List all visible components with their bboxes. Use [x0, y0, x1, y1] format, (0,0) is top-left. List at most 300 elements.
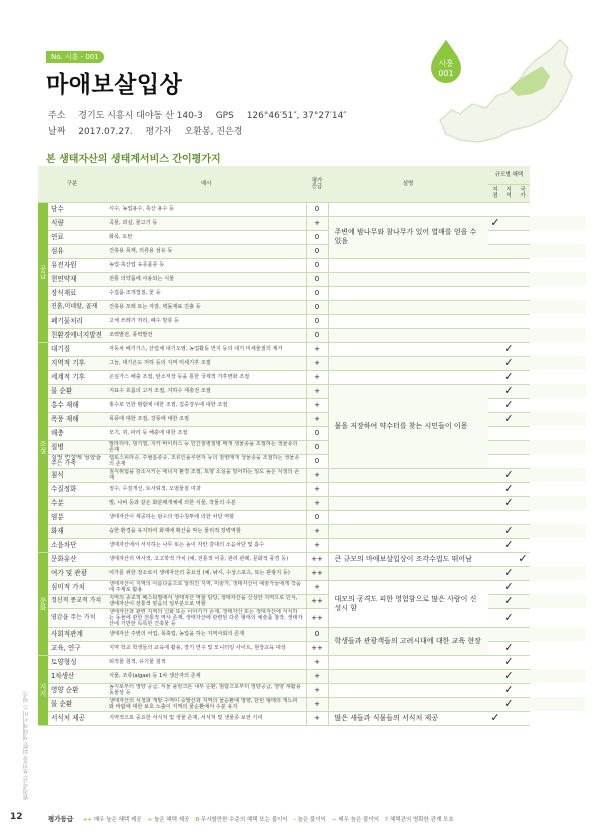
- check-nation: [516, 538, 530, 552]
- table-row: [38, 244, 586, 258]
- service-item: 친환경에너지발전: [48, 328, 106, 342]
- table-row: [38, 384, 586, 398]
- service-description: [328, 342, 488, 356]
- check-local: [488, 683, 502, 697]
- check-local: [488, 538, 502, 552]
- service-description: 많은 새들과 식물들의 서식처 제공: [328, 711, 488, 725]
- check-mark-icon: ✓: [502, 641, 516, 655]
- service-item: 진흙,미네랄, 골재: [48, 300, 106, 314]
- service-description: 학생들과 관광객들의 고려시대에 대한 교육 현장: [328, 627, 488, 655]
- check-mark-icon: ✓: [502, 398, 516, 412]
- address-value: 경기도 시흥시 대야동 산 140-3: [78, 111, 203, 121]
- service-item: 정신적 종교적 가치: [48, 594, 106, 608]
- table-row: [38, 370, 586, 384]
- grade-value: +: [306, 398, 328, 412]
- check-mark-icon: ✓: [502, 496, 516, 510]
- check-region: [502, 552, 516, 566]
- check-mark-icon: ✓: [488, 711, 502, 725]
- grade-value: 0: [306, 244, 328, 258]
- service-example: 생태자산의 역사적, 고고학적 가치 (예, 전통적 어종, 관리 관례, 문화적 풍경 등): [106, 552, 306, 566]
- table-row: [38, 641, 586, 655]
- service-item: 폐기물처리: [48, 314, 106, 328]
- legend-text: 높은 불이익: [297, 817, 326, 823]
- gps-value: 126°46′51″, 37°27′14″: [246, 111, 347, 121]
- service-example: 생태자산에서 서식하는 나무 또는 높이 자란 갈대의 소음차단 및 흡수: [106, 538, 306, 552]
- table-row: [38, 328, 586, 342]
- table-row: [38, 510, 586, 524]
- page-footer: [0, 808, 593, 830]
- service-item: 사회적관계: [48, 627, 106, 641]
- service-example: 벌, 나비 등과 같은 화분매개체에 의한 식물, 작물의 수분: [106, 496, 306, 510]
- service-item: 질병 번성에 영향을 주는 가축: [48, 454, 106, 468]
- page-number: 12: [10, 812, 23, 822]
- legend-item: [148, 817, 190, 823]
- check-local: [488, 608, 502, 627]
- location-map-icon: [400, 30, 580, 150]
- check-mark-icon: ✓: [502, 342, 516, 356]
- col-group-header: 구분: [38, 166, 106, 202]
- check-mark-icon: ✓: [502, 697, 516, 711]
- grade-value: ++: [306, 566, 328, 580]
- service-example: 수집품·조개껍질, 꽃 등: [106, 286, 306, 300]
- grade-value: +: [306, 496, 328, 510]
- service-example: 생태자산의 식생과 개방 수역이 증발산과 지역의 물순환에 영향, 단힌 형태의 개노피와 바람에 대한 보호 노출이 지역의 물순환에서 수분 유지: [106, 697, 306, 711]
- service-example: 식수, 농업용수, 축산 용수 등: [106, 202, 306, 216]
- col-desc-header: 설명: [328, 166, 488, 202]
- service-item: 서식처 제공: [48, 711, 106, 725]
- service-example: 농업·축산업 육종품종 등: [106, 258, 306, 272]
- service-description: [328, 566, 488, 580]
- service-description: [328, 697, 488, 711]
- section-title: 본 생태자산의 생태계서비스 간이평가지: [46, 154, 221, 165]
- check-region: [502, 426, 516, 440]
- service-item: 천연약재: [48, 272, 106, 286]
- check-region: [502, 272, 516, 286]
- check-nation: [516, 370, 530, 384]
- service-description: [328, 286, 488, 300]
- service-example: 생태자산이 제공하는 담수의 염수침투에 의한 차단 역할: [106, 510, 306, 524]
- table-row: [38, 697, 586, 711]
- check-nation: [516, 272, 530, 286]
- check-local: [488, 454, 502, 468]
- check-local: [488, 370, 502, 384]
- check-region: [502, 627, 516, 641]
- legend-symbol: ?: [385, 817, 389, 823]
- service-example: 자동차 배기가스, 산업체 대기오염, 농업활동 먼지 등의 대기 미세물질의 제거: [106, 342, 306, 356]
- service-example: 폭풍에 대한 조절, 강풍에 대한 조절: [106, 412, 306, 426]
- check-mark-icon: ✓: [502, 482, 516, 496]
- date-line: [48, 124, 252, 137]
- check-nation: [516, 627, 530, 641]
- group-label: 문화: [38, 552, 48, 655]
- table-body: [38, 202, 586, 725]
- service-example: 온실가스 배출 조절, 탄소저장 등을 통한 국제적 기후변화 조절: [106, 370, 306, 384]
- legend-text: 매우 높은 불이익: [338, 817, 380, 823]
- grade-value: +: [306, 711, 328, 725]
- service-example: 농지로부터 영양 공급, 식물 플랑크톤 내부 순환, 범람으로부터 영양공급, 영양 재활용 동물상 등: [106, 683, 306, 697]
- table-row: [38, 454, 586, 468]
- check-nation: [516, 230, 530, 244]
- check-nation: [516, 244, 530, 258]
- col-example-header: 예시: [106, 166, 306, 202]
- check-region: [502, 230, 516, 244]
- table-row: [38, 538, 586, 552]
- check-nation: [516, 697, 530, 711]
- service-item: 물 순환: [48, 384, 106, 398]
- col-scale-header: 규모별 혜택: [488, 166, 530, 184]
- service-item: 지역적 기후: [48, 356, 106, 370]
- legend-item: [385, 817, 454, 823]
- service-item: 장식재료: [48, 286, 106, 300]
- grade-value: +: [306, 356, 328, 370]
- grade-value: +: [306, 384, 328, 398]
- check-local: [488, 272, 502, 286]
- table-row: [38, 594, 586, 608]
- check-nation: [516, 510, 530, 524]
- check-region: [502, 300, 516, 314]
- service-example: 전통 의약품에 사용되는 식물: [106, 272, 306, 286]
- service-example: 지역적으로 중요한 서식처 및 생물 존재, 서식처 및 생물종 보전 기여: [106, 711, 306, 725]
- check-local: [488, 580, 502, 594]
- service-description: [328, 655, 488, 669]
- page-title: 마애보살입상: [46, 72, 183, 98]
- table-row: [38, 711, 586, 725]
- service-description: [328, 328, 488, 342]
- check-local: [488, 230, 502, 244]
- service-example: 조력발전, 풍력발전: [106, 328, 306, 342]
- grade-value: +: [306, 468, 328, 482]
- col-region-header: 지역: [502, 184, 516, 202]
- check-local: [488, 314, 502, 328]
- service-item: 교육, 연구: [48, 641, 106, 655]
- check-nation: [516, 655, 530, 669]
- check-nation: [516, 342, 530, 356]
- check-nation: [516, 524, 530, 538]
- check-local: [488, 641, 502, 655]
- table-row: [38, 216, 586, 230]
- check-mark-icon: ✓: [502, 683, 516, 697]
- legend-item: [294, 817, 326, 823]
- table-row: [38, 608, 586, 627]
- legend-text: 높은 혜택 제공: [153, 817, 190, 823]
- check-nation: [516, 468, 530, 482]
- check-nation: [516, 314, 530, 328]
- check-nation: [516, 641, 530, 655]
- check-local: [488, 202, 502, 216]
- service-item: 화재: [48, 524, 106, 538]
- service-description: 주변에 밤나무와 참나무가 있어 열매를 얻을 수 있음: [328, 216, 488, 258]
- check-region: [502, 202, 516, 216]
- service-item: 수분: [48, 496, 106, 510]
- service-example: 말라리아, 댕기열, 지카 바이러스 등 인간질병질병 매개 생물종을 조절하는 생물종의 존재: [106, 440, 306, 454]
- service-description: [328, 669, 488, 683]
- table-row: [38, 496, 586, 510]
- side-running-text: 환경자산 보전을 위한 생태계서비스 평가: [23, 690, 30, 800]
- legend-text: 혜택관의 명확한 관계 모호: [389, 817, 454, 823]
- service-example: 정수, 수질개선, 토사퇴적, 오염물질 여과: [106, 482, 306, 496]
- service-item: 담수: [48, 202, 106, 216]
- check-region: [502, 216, 516, 230]
- grade-value: +: [306, 482, 328, 496]
- check-nation: [516, 258, 530, 272]
- check-nation: [516, 683, 530, 697]
- service-item: 소음차단: [48, 538, 106, 552]
- grade-value: +: [306, 524, 328, 538]
- legend-symbol: 0: [195, 817, 200, 823]
- check-local: [488, 524, 502, 538]
- service-example: 침식위험을 감소시키는 에너지 환경 조절, 토양 소실을 방어하는 일도 높은 식생의 존재: [106, 468, 306, 482]
- check-local: [488, 510, 502, 524]
- check-nation: [516, 608, 530, 627]
- evaluator-value: 오환봉, 진은경: [184, 127, 243, 137]
- check-nation: [516, 566, 530, 580]
- service-description: [328, 356, 488, 370]
- legend-symbol: +: [147, 817, 153, 823]
- asset-number-tag: No. 시흥 - 001: [46, 51, 104, 63]
- col-local-header: 지점: [488, 184, 502, 202]
- legend-symbol: --: [332, 817, 337, 823]
- grade-value: 0: [306, 627, 328, 641]
- table-row: [38, 230, 586, 244]
- service-description: [328, 510, 488, 524]
- service-item: 식량: [48, 216, 106, 230]
- map-badge-line2: 001: [438, 69, 454, 78]
- check-nation: [516, 594, 530, 608]
- table-row: [38, 468, 586, 482]
- service-example: 여가를 위한 장소로서 생태자산의 중요성 (예, 낚시, 수상스포츠, 또는 관광지 등): [106, 566, 306, 580]
- table-row: [38, 580, 586, 594]
- check-nation: [516, 384, 530, 398]
- check-local: [488, 412, 502, 426]
- table-row: [38, 426, 586, 440]
- service-description: [328, 314, 488, 328]
- grade-value: 0: [306, 314, 328, 328]
- group-label: 지지: [38, 655, 48, 725]
- check-nation: [516, 711, 530, 725]
- grade-value: ++: [306, 552, 328, 566]
- grade-value: +: [306, 683, 328, 697]
- table-row: [38, 482, 586, 496]
- service-item: 심미적 가치: [48, 580, 106, 594]
- check-nation: [516, 496, 530, 510]
- service-example: 화목, 토탄: [106, 230, 306, 244]
- grade-value: +: [306, 697, 328, 711]
- check-nation: [516, 202, 530, 216]
- date-label: 날짜: [48, 127, 66, 137]
- group-label: 공급: [38, 202, 48, 342]
- table-row: [38, 655, 586, 669]
- service-example: 식물, 조류(algae) 등 1차 생산자의 존재: [106, 669, 306, 683]
- col-nation-header: 국가: [516, 184, 530, 202]
- check-region: [502, 286, 516, 300]
- service-description: [328, 538, 488, 552]
- check-nation: [516, 398, 530, 412]
- service-example: 퇴적물 침적, 유기물 침적: [106, 655, 306, 669]
- table-row: [38, 627, 586, 641]
- service-item: 물 순환: [48, 697, 106, 711]
- check-region: [502, 454, 516, 468]
- check-nation: [516, 412, 530, 426]
- check-nation: [516, 356, 530, 370]
- service-item: 영감을 주는 가치: [48, 608, 106, 627]
- check-local: [488, 300, 502, 314]
- service-example: 고체 쓰레기 처리, 폐수 방류 등: [106, 314, 306, 328]
- check-mark-icon: ✓: [502, 370, 516, 384]
- address-label: 주소: [48, 111, 66, 121]
- grade-value: +: [306, 669, 328, 683]
- service-description: [328, 468, 488, 482]
- table-row: [38, 342, 586, 356]
- check-local: [488, 468, 502, 482]
- grade-value: 0: [306, 454, 328, 468]
- service-item: 침식: [48, 468, 106, 482]
- grade-value: ++: [306, 608, 328, 627]
- grade-value: +: [306, 655, 328, 669]
- service-description: [328, 370, 488, 384]
- service-example: 건축용 목재, 의류용 섬유 등: [106, 244, 306, 258]
- ecosystem-service-table: [38, 166, 586, 726]
- check-local: [488, 440, 502, 454]
- check-mark-icon: ✓: [502, 356, 516, 370]
- address-line: [48, 108, 357, 121]
- service-example: 건축용 모래 또는 자갈, 벽돌재료 진흙 등: [106, 300, 306, 314]
- check-nation: [516, 669, 530, 683]
- grade-value: 0: [306, 328, 328, 342]
- service-description: [328, 202, 488, 216]
- service-description: 대모의 공격도 피한 영험함으로 많은 사람이 신성시 함: [328, 580, 488, 627]
- grade-value: 0: [306, 230, 328, 244]
- table-row: [38, 566, 586, 580]
- table-row: [38, 356, 586, 370]
- check-nation: [516, 426, 530, 440]
- check-region: [502, 510, 516, 524]
- grade-value: 0: [306, 440, 328, 454]
- grade-value: 0: [306, 510, 328, 524]
- grade-value: 0: [306, 258, 328, 272]
- check-local: [488, 669, 502, 683]
- check-region: [502, 440, 516, 454]
- grade-value: 0: [306, 202, 328, 216]
- service-example: 모기, 쥐, 파리 등 해충에 대한 조절: [106, 426, 306, 440]
- service-item: 문화유산: [48, 552, 106, 566]
- legend-item: [332, 817, 379, 823]
- check-mark-icon: ✓: [502, 468, 516, 482]
- group-label: 조절: [38, 342, 48, 552]
- table-row: [38, 202, 586, 216]
- grade-value: 0: [306, 272, 328, 286]
- check-mark-icon: ✓: [502, 538, 516, 552]
- service-item: 수질정화: [48, 482, 106, 496]
- grade-value: +: [306, 412, 328, 426]
- service-description: [328, 300, 488, 314]
- table-row: [38, 440, 586, 454]
- check-nation: [516, 454, 530, 468]
- service-item: 세계적 기후: [48, 370, 106, 384]
- check-nation: [516, 300, 530, 314]
- table-row: [38, 286, 586, 300]
- service-item: 토양형성: [48, 655, 106, 669]
- check-mark-icon: ✓: [502, 524, 516, 538]
- service-item: 섬유: [48, 244, 106, 258]
- evaluator-label: 평가자: [145, 127, 172, 137]
- service-example: 생태자산 주변의 어업, 목축업, 농업을 하는 지역사회의 존재: [106, 627, 306, 641]
- date-value: 2017.07.27.: [78, 127, 133, 137]
- check-mark-icon: ✓: [502, 580, 516, 594]
- service-description: [328, 524, 488, 538]
- check-local: [488, 566, 502, 580]
- grade-value: 0: [306, 300, 328, 314]
- check-local: [488, 356, 502, 370]
- grade-value: 0: [306, 286, 328, 300]
- check-nation: [516, 482, 530, 496]
- check-mark-icon: ✓: [516, 552, 530, 566]
- check-local: [488, 594, 502, 608]
- check-nation: [516, 286, 530, 300]
- service-description: [328, 683, 488, 697]
- service-example: 지역의 종교적 페스티벌에서 생태자산 역할 담당, 생태자산을 신성한 지역으로 인식, 생태자산이 전통적 믿음의 일부분으로 역할: [106, 594, 306, 608]
- service-item: 질병: [48, 440, 106, 454]
- service-example: 렙토스피라증, 주혈흡충증, 조류인플루엔자 등의 질병매개 생물종을 조절하는 생물종의 존재: [106, 454, 306, 468]
- check-local: [488, 244, 502, 258]
- table-row: [38, 669, 586, 683]
- check-local: [488, 552, 502, 566]
- check-local: [488, 697, 502, 711]
- legend-item: [83, 817, 142, 823]
- table-row: [38, 314, 586, 328]
- grade-value: 0: [306, 426, 328, 440]
- check-local: [488, 627, 502, 641]
- table-row: [38, 272, 586, 286]
- check-local: [488, 286, 502, 300]
- service-item: 영양 순환: [48, 683, 106, 697]
- check-region: [502, 314, 516, 328]
- service-description: 물을 저장하여 약수터를 찾는 시민들이 이용: [328, 384, 488, 468]
- check-region: [502, 258, 516, 272]
- check-local: [488, 426, 502, 440]
- service-item: 염분: [48, 510, 106, 524]
- table-row: [38, 412, 586, 426]
- service-description: 큰 규모의 마애보살입상이 조각수법도 뛰어남: [328, 552, 488, 566]
- check-nation: [516, 328, 530, 342]
- check-local: [488, 496, 502, 510]
- check-region: [502, 711, 516, 725]
- table-row: [38, 258, 586, 272]
- check-region: [502, 328, 516, 342]
- check-mark-icon: ✓: [502, 608, 516, 627]
- service-example: 곡물, 과실, 물고기 등: [106, 216, 306, 230]
- gps-label: GPS: [215, 111, 234, 121]
- legend-item: [195, 817, 287, 823]
- service-description: [328, 272, 488, 286]
- check-local: [488, 398, 502, 412]
- grade-value: +: [306, 580, 328, 594]
- service-example: 홍수로 인한 범람에 대한 조절, 집중강우에 대한 조절: [106, 398, 306, 412]
- service-item: 1차생산: [48, 669, 106, 683]
- grade-value: ++: [306, 641, 328, 655]
- check-mark-icon: ✓: [502, 655, 516, 669]
- service-item: 해충: [48, 426, 106, 440]
- service-item: 연료: [48, 230, 106, 244]
- col-grade-header: 평가 등급: [306, 166, 328, 202]
- service-item: 유전자원: [48, 258, 106, 272]
- check-nation: [516, 440, 530, 454]
- service-item: 홍수 재해: [48, 398, 106, 412]
- check-local: [488, 328, 502, 342]
- check-mark-icon: ✓: [502, 669, 516, 683]
- legend-title: 평가등급: [48, 815, 74, 823]
- table-row: [38, 552, 586, 566]
- check-mark-icon: ✓: [488, 216, 502, 230]
